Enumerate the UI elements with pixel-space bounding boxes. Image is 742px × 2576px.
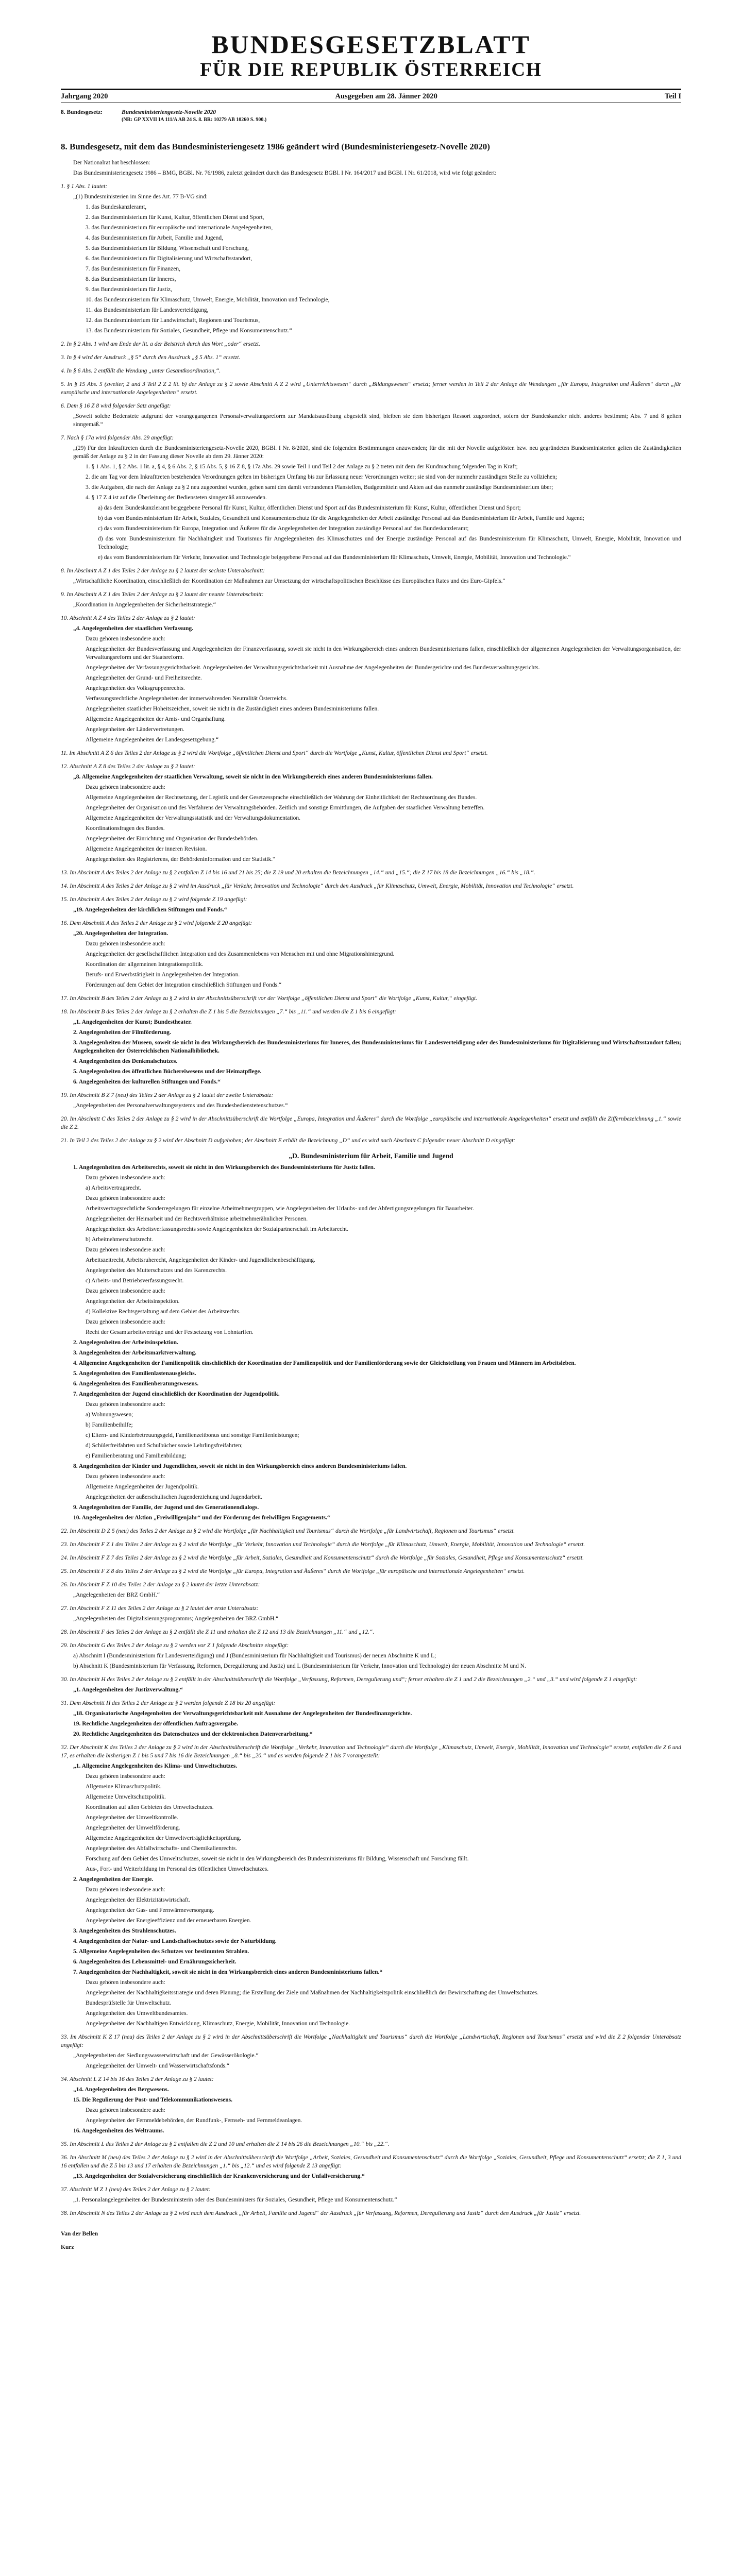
body-paragraph: 1. Angelegenheiten des Arbeitsrechts, soweit sie nicht in den Wirkungsbereich des Bundesministeriums für Justiz fallen. bbox=[73, 1164, 375, 1171]
body-paragraph: e) das vom Bundesministerium für Verkehr, Innovation und Technologie beigegebene Personal auf das Bundesministerium für Klimaschutz, Umwelt, Energie, Mobilität, Innovation und Technologie.“ bbox=[98, 554, 571, 561]
body-paragraph: Dazu gehören insbesondere auch: bbox=[86, 941, 165, 947]
body-paragraph: Koordinationsfragen des Bundes. bbox=[86, 825, 165, 832]
body-paragraph: Allgemeine Angelegenheiten der Rechtsetzung, der Legistik und der Gesetzessprache einschließlich der Wahrung der Einheitlichkeit der Rechtsordnung des Bundes. bbox=[86, 794, 477, 801]
body-paragraph: 6. das Bundesministerium für Digitalisierung und Wirtschaftsstandort, bbox=[86, 256, 252, 262]
body-paragraph: Koordination auf allen Gebieten des Umweltschutzes. bbox=[86, 1804, 214, 1810]
body-paragraph: 3. Angelegenheiten der Museen, soweit sie nicht in den Wirkungsbereich des Bundesministeriums für Inneres, des Bundesministeriums für Landesverteidigung oder des Bundesministeriums für Digitalisierung und Wirtschaftsstandort fallen; Angelegenheiten der Österreichischen Nationalbibliothek. bbox=[73, 1040, 681, 1054]
body-paragraph: c) Arbeits- und Betriebsverfassungsrecht. bbox=[86, 1278, 184, 1284]
body-paragraph: a) Wohnungswesen; bbox=[86, 1412, 133, 1418]
law-headline: 8. Bundesgesetz, mit dem das Bundesministeriengesetz 1986 geändert wird (Bundesministeriengesetz-Novelle 2020) bbox=[61, 142, 490, 151]
body-paragraph: „(1) Bundesministerien im Sinne des Art. 77 B-VG sind: bbox=[73, 194, 208, 200]
body-paragraph: Angelegenheiten der Energieeffizienz und der erneuerbaren Energien. bbox=[86, 1918, 251, 1924]
body-paragraph: „1. Personalangelegenheiten der Bundesministerin oder des Bundesministers für Soziales, Gesundheit, Pflege und Konsumentenschutz.“ bbox=[73, 2197, 397, 2203]
body-paragraph: Allgemeine Umweltschutzpolitik. bbox=[86, 1794, 166, 1800]
body-paragraph: „Angelegenheiten der BRZ GmbH.“ bbox=[73, 1592, 160, 1598]
body-paragraph: Dazu gehören insbesondere auch: bbox=[86, 2107, 165, 2113]
body-paragraph: Verfassungsrechtliche Angelegenheiten der immerwährenden Neutralität Österreichs. bbox=[86, 696, 288, 702]
body-paragraph: „8. Allgemeine Angelegenheiten der staatlichen Verwaltung, soweit sie nicht in den Wirkungsbereich eines anderen Bundesministeriums fallen. bbox=[73, 774, 433, 780]
body-paragraph: Angelegenheiten der Bundesverfassung und Angelegenheiten der Finanzverfassung, soweit sie nicht in den Wirkungsbereich eines anderen Bundesministeriums fallen, einschließlich der allgemeinen Angelegenheiten der Verwaltungsorganisation, der Verwaltungsreform und der Staatsreform. bbox=[86, 646, 681, 660]
body-paragraph: 4. Angelegenheiten des Denkmalschutzes. bbox=[73, 1058, 178, 1064]
amendment-instruction: 11. Im Abschnitt A Z 6 des Teiles 2 der Anlage zu § 2 wird die Wortfolge „öffentlichen Dienst und Sport“ durch die Wortfolge „Kunst, Kultur, öffentlichen Dienst und Sport“ ersetzt. bbox=[61, 750, 488, 756]
body-paragraph: b) das vom Bundesministerium für Arbeit, Soziales, Gesundheit und Konsumentenschutz für die Angelegenheiten der Arbeit zuständige Personal auf das Bundesministerium für Arbeit, Familie und Jugend; bbox=[98, 515, 584, 521]
body-paragraph: Arbeitsvertragsrechtliche Sonderregelungen für einzelne Arbeitnehmergruppen, wie Angelegenheiten der Urlaubs- und der Abfertigungsregelungen für Bauarbeiter. bbox=[86, 1206, 474, 1212]
body-paragraph: a) das dem Bundeskanzleramt beigegebene Personal für Kunst, Kultur, öffentlichen Dienst und Sport auf das Bundesministerium für Kunst, Kultur, öffentlichen Dienst und Sport; bbox=[98, 505, 521, 511]
body-paragraph: Dazu gehören insbesondere auch: bbox=[86, 784, 165, 790]
amendment-instruction: 25. Im Abschnitt F Z 8 des Teiles 2 der Anlage zu § 2 wird die Wortfolge „für Europa, Integration und Äußeres“ durch die Wortfolge „für europäische und internationale Angelegenheiten“ ersetzt. bbox=[61, 1568, 525, 1574]
body-paragraph: 7. Angelegenheiten der Nachhaltigkeit, soweit sie nicht in den Wirkungsbereich eines anderen Bundesministeriums fallen.“ bbox=[73, 1969, 383, 1975]
body-paragraph: Koordination der allgemeinen Integrationspolitik. bbox=[86, 961, 204, 968]
amendment-instruction: 6. Dem § 16 Z 8 wird folgender Satz angefügt: bbox=[61, 403, 171, 409]
body-paragraph: 4. das Bundesministerium für Arbeit, Familie und Jugend, bbox=[86, 235, 224, 241]
body-paragraph: 2. Angelegenheiten der Arbeitsinspektion. bbox=[73, 1340, 178, 1346]
body-paragraph: „20. Angelegenheiten der Integration. bbox=[73, 930, 168, 937]
body-paragraph: 16. Angelegenheiten des Weltraums. bbox=[73, 2128, 164, 2134]
amendment-instruction: 30. Im Abschnitt H des Teiles 2 der Anlage zu § 2 entfällt in der Abschnittsüberschrift die Wortfolge „Verfassung, Reformen, Deregulierung und“; ferner erhalten die Z 1 und 2 die Bezeichnungen „2.“ und „3.“ und wird folgende Z 1 eingefügt: bbox=[61, 1676, 637, 1683]
amendment-instruction: 16. Dem Abschnitt A des Teiles 2 der Anlage zu § 2 wird folgende Z 20 angefügt: bbox=[61, 920, 252, 926]
body-paragraph: 7. das Bundesministerium für Finanzen, bbox=[86, 266, 180, 272]
body-paragraph: Dazu gehören insbesondere auch: bbox=[86, 1247, 165, 1253]
body-paragraph: Angelegenheiten der Gas- und Fernwärmeversorgung. bbox=[86, 1907, 214, 1913]
amendment-instruction: 28. Im Abschnitt F des Teiles 2 der Anlage zu § 2 entfällt die Z 11 und erhalten die Z 12 und 13 die Bezeichnungen „11.“ und „12.“. bbox=[61, 1629, 375, 1635]
body-paragraph: 8. Angelegenheiten der Kinder und Jugendlichen, soweit sie nicht in den Wirkungsbereich eines anderen Bundesministeriums fallen. bbox=[73, 1463, 407, 1469]
body-paragraph: „Angelegenheiten des Personalverwaltungssystems und des Bundesbedienstetenschutzes.“ bbox=[73, 1103, 288, 1109]
body-paragraph: 12. das Bundesministerium für Landwirtschaft, Regionen und Tourismus, bbox=[86, 317, 260, 324]
amendment-instruction: 37. Abschnitt M Z 1 (neu) des Teiles 2 der Anlage zu § 2 lautet: bbox=[61, 2187, 211, 2193]
body-paragraph: e) Familienberatung und Familienbildung; bbox=[86, 1453, 187, 1459]
body-paragraph: 2. die am Tag vor dem Inkrafttreten bestehenden Verordnungen gelten im bisherigen Umfang bis zur Erlassung neuer Verordnungen weiter; sie sind von der nunmehr zuständigen Stelle zu vollziehen; bbox=[86, 474, 558, 480]
body-paragraph: 1. das Bundeskanzleramt, bbox=[86, 204, 147, 210]
body-paragraph: Angelegenheiten der Arbeitsinspektion. bbox=[86, 1298, 180, 1304]
law-body bbox=[61, 159, 681, 2217]
amendment-instruction: 8. Im Abschnitt A Z 1 des Teiles 2 der Anlage zu § 2 lautet der sechste Unterabschnitt: bbox=[61, 568, 265, 574]
body-paragraph: Angelegenheiten staatlicher Hoheitszeichen, soweit sie nicht in die Zuständigkeit eines anderen Bundesministeriums fallen. bbox=[86, 706, 379, 712]
body-paragraph: Dazu gehören insbesondere auch: bbox=[86, 1319, 165, 1325]
body-paragraph: Allgemeine Angelegenheiten der Amts- und Organhaftung. bbox=[86, 716, 226, 722]
amendment-instruction: 4. In § 6 Abs. 2 entfällt die Wendung „unter Gesamtkoordination,“. bbox=[61, 368, 221, 374]
body-paragraph: 4. § 17 Z 4 ist auf die Überleitung der Bediensteten sinngemäß anzuwenden. bbox=[86, 495, 267, 501]
citation-line bbox=[61, 109, 681, 115]
body-paragraph: 2. Angelegenheiten der Filmförderung. bbox=[73, 1029, 171, 1036]
body-paragraph: b) Arbeitnehmerschutzrecht. bbox=[86, 1236, 153, 1243]
body-paragraph: 5. Angelegenheiten des Familienlastenausgleichs. bbox=[73, 1370, 196, 1377]
body-paragraph: 19. Rechtliche Angelegenheiten der öffentlichen Auftragsvergabe. bbox=[73, 1721, 239, 1727]
body-paragraph: Dazu gehören insbesondere auch: bbox=[86, 1887, 165, 1893]
body-paragraph: „14. Angelegenheiten des Bergwesens. bbox=[73, 2087, 169, 2093]
signature-block bbox=[61, 2231, 681, 2250]
body-paragraph: 4. Angelegenheiten der Natur- und Landschaftsschutzes sowie der Naturbildung. bbox=[73, 1938, 277, 1944]
body-paragraph: Angelegenheiten der Grund- und Freiheitsrechte. bbox=[86, 675, 202, 681]
body-paragraph: Angelegenheiten des Volksgruppenrechts. bbox=[86, 685, 185, 691]
amendment-instruction: 3. In § 4 wird der Ausdruck „§ 5“ durch den Ausdruck „§ 5 Abs. 1“ ersetzt. bbox=[61, 354, 241, 361]
body-paragraph: Angelegenheiten des Arbeitsverfassungsrechts sowie Angelegenheiten der Sozialpartnerschaft im Arbeitsrecht. bbox=[86, 1226, 348, 1232]
body-paragraph: 8. das Bundesministerium für Inneres, bbox=[86, 276, 176, 282]
amendment-instruction: 15. Im Abschnitt A des Teiles 2 der Anlage zu § 2 wird folgende Z 19 angefügt: bbox=[61, 896, 247, 903]
body-paragraph: Berufs- und Erwerbstätigkeit in Angelegenheiten der Integration. bbox=[86, 972, 240, 978]
amendment-instruction: 19. Im Abschnitt B Z 7 (neu) des Teiles 2 der Anlage zu § 2 lautet der zweite Unterabsatz: bbox=[61, 1092, 274, 1098]
body-paragraph: Angelegenheiten des Abfallwirtschafts- und Chemikalienrechts. bbox=[86, 1845, 238, 1852]
body-paragraph: 2. Angelegenheiten der Energie. bbox=[73, 1876, 154, 1883]
body-paragraph: „1. Angelegenheiten der Kunst; Bundestheater. bbox=[73, 1019, 192, 1025]
body-paragraph: 3. Angelegenheiten der Arbeitsmarktverwaltung. bbox=[73, 1350, 197, 1356]
body-paragraph: Angelegenheiten der Umweltkontrolle. bbox=[86, 1815, 178, 1821]
body-paragraph: 5. Angelegenheiten des öffentlichen Büchereiwesens und der Heimatpflege. bbox=[73, 1069, 262, 1075]
body-paragraph: „Soweit solche Bedenstete aufgrund der vorangegangenen Personalverwaltungsreform zur Mandatsausübung abgestellt sind, bleiben sie dem bisherigen Ressort zugeordnet, sofern der Bundeskanzler nicht anderes bestimmt; Abs. 7 und 8 gelten sinngemäß.“ bbox=[73, 413, 681, 428]
body-paragraph: Allgemeine Angelegenheiten der Umweltverträglichkeitsprüfung. bbox=[86, 1835, 242, 1841]
body-paragraph: 9. das Bundesministerium für Justiz, bbox=[86, 286, 173, 293]
body-paragraph: Angelegenheiten der Organisation und des Verfahrens der Verwaltungsbehörden. Zeitlich und sonstige Ermittlungen, die Aufgaben der staatlichen Verwaltung betreffen. bbox=[86, 805, 485, 811]
body-paragraph: 7. Angelegenheiten der Jugend einschließlich der Koordination der Jugendpolitik. bbox=[73, 1391, 280, 1397]
issue-bar bbox=[61, 89, 681, 103]
signature-chancellor: Kurz bbox=[61, 2244, 74, 2250]
issue-date: Ausgegeben am 28. Jänner 2020 bbox=[335, 92, 437, 100]
gazette-subtitle: FÜR DIE REPUBLIK ÖSTERREICH bbox=[200, 59, 542, 80]
body-paragraph: „19. Angelegenheiten der kirchlichen Stiftungen und Fonds.“ bbox=[73, 907, 227, 913]
body-paragraph: Angelegenheiten der Einrichtung und Organisation der Bundesbehörden. bbox=[86, 836, 259, 842]
body-paragraph: „Wirtschaftliche Koordination, einschließlich der Koordination der Maßnahmen zur Umsetzung der wirtschaftspolitischen Beschlüsse des Europäischen Rates und des Euro-Gipfels.“ bbox=[73, 578, 505, 584]
body-paragraph: Angelegenheiten des Umweltbundesamtes. bbox=[86, 2010, 188, 2016]
body-paragraph: Angelegenheiten der außerschulischen Jugenderziehung und Jugendarbeit. bbox=[86, 1494, 262, 1500]
amendment-instruction: 12. Abschnitt A Z 8 des Teiles 2 der Anlage zu § 2 lautet: bbox=[61, 764, 195, 770]
body-paragraph: Recht der Gesamtarbeitsverträge und der Festsetzung von Lohntarifen. bbox=[86, 1329, 254, 1335]
body-paragraph: Angelegenheiten der Elektrizitätswirtschaft. bbox=[86, 1897, 190, 1903]
amendment-instruction: 38. Im Abschnitt N des Teiles 2 der Anlage zu § 2 wird nach dem Ausdruck „für Arbeit, Familie und Jugend“ der Ausdruck „für Verfassung, Reformen, Deregulierung und Justiz“ durch den Ausdruck „für Justiz“ ersetzt. bbox=[61, 2210, 581, 2216]
amendment-instruction: 5. In § 15 Abs. 5 (zweiter, 2 und 3 Teil 2 Z 2 lit. b) der Anlage zu § 2 sowie Abschnitt A Z 2 wird „Unterrichtswesen“ durch „Bildungswesen“ ersetzt; ferner werden in Teil 2 der Anlage die Wendungen „für Europa, Integration und Äußeres“ durch „für europäische und internationale Angelegenheiten“ ersetzt. bbox=[61, 381, 681, 396]
body-paragraph: Das Bundesministeriengesetz 1986 – BMG, BGBl. Nr. 76/1986, zuletzt geändert durch das Bundesgesetz BGBl. I Nr. 164/2017 und BGBl. I Nr. 61/2018, wird wie folgt geändert: bbox=[73, 170, 497, 176]
signature-president: Van der Bellen bbox=[61, 2231, 98, 2237]
body-paragraph: Arbeitszeitrecht, Arbeitsruherecht, Angelegenheiten der Kinder- und Jugendlichenbeschäftigung. bbox=[86, 1257, 315, 1263]
body-paragraph: „1. Angelegenheiten der Justizverwaltung.“ bbox=[73, 1687, 183, 1693]
amendment-instruction: 9. Im Abschnitt A Z 1 des Teiles 2 der Anlage zu § 2 lautet der neunte Unterabschnitt: bbox=[61, 591, 264, 598]
amendment-instruction: 2. In § 2 Abs. 1 wird am Ende der lit. a der Beistrich durch das Wort „oder“ ersetzt. bbox=[61, 341, 260, 347]
body-paragraph: „13. Angelegenheiten der Sozialversicherung einschließlich der Krankenversicherung und der Unfallversicherung.“ bbox=[73, 2173, 365, 2179]
body-paragraph: d) das vom Bundesministerium für Nachhaltigkeit und Tourismus für Angelegenheiten des Klimaschutzes und der Energie zuständige Personal auf das Bundesministerium für Klimaschutz, Umwelt, Energie, Mobilität, Innovation und Technologie; bbox=[98, 536, 681, 550]
amendment-instruction: 22. Im Abschnitt D Z 5 (neu) des Teiles 2 der Anlage zu § 2 wird die Wortfolge „für Nachhaltigkeit und Tourismus“ durch die Wortfolge „für Landwirtschaft, Regionen und Tourismus“ ersetzt. bbox=[61, 1528, 515, 1534]
amendment-instruction: 29. Im Abschnitt G des Teiles 2 der Anlage zu § 2 werden vor Z 1 folgende Abschnitte eingefügt: bbox=[61, 1642, 289, 1649]
body-paragraph: 6. Angelegenheiten des Familienberatungswesens. bbox=[73, 1381, 199, 1387]
body-paragraph: Angelegenheiten des Registrierens, der Behördeninformation und der Statistik.“ bbox=[86, 856, 276, 862]
body-paragraph: 6. Angelegenheiten der kulturellen Stiftungen und Fonds.“ bbox=[73, 1079, 221, 1085]
body-paragraph: 2. das Bundesministerium für Kunst, Kultur, öffentlichen Dienst und Sport, bbox=[86, 214, 264, 221]
body-paragraph: Dazu gehören insbesondere auch: bbox=[86, 636, 165, 642]
body-paragraph: 20. Rechtliche Angelegenheiten des Datenschutzes und der elektronischen Datenverarbeitung.“ bbox=[73, 1731, 313, 1737]
amendment-instruction: 33. Im Abschnitt K Z 17 (neu) des Teiles 2 der Anlage zu § 2 wird in der Abschnittsüberschrift die Wortfolge „Nachhaltigkeit und Tourismus“ durch die Wortfolge „Landwirtschaft, Regionen und Tourismus“ ersetzt und wird die Z 2 folgender Unterabsatz angefügt: bbox=[61, 2034, 681, 2048]
amendment-instruction: 24. Im Abschnitt F Z 7 des Teiles 2 der Anlage zu § 2 wird die Wortfolge „für Arbeit, Soziales, Gesundheit und Konsumentenschutz“ durch die Wortfolge „für Soziales, Gesundheit, Pflege und Konsumentenschutz“ ersetzt. bbox=[61, 1555, 584, 1561]
body-paragraph: 15. Die Regulierung der Post- und Telekommunikationswesens. bbox=[73, 2097, 233, 2103]
body-paragraph: Angelegenheiten der Umwelt- und Wasserwirtschaftsfonds.“ bbox=[86, 2063, 229, 2069]
citation-note: (NR: GP XXVII IA 111/A AB 24 S. 8. BR: 10279 AB 10260 S. 900.) bbox=[122, 117, 267, 123]
amendment-instruction: 23. Im Abschnitt F Z 1 des Teiles 2 der Anlage zu § 2 wird die Wortfolge „für Verkehr, Innovation und Technologie“ durch die Wortfolge „für Klimaschutz, Umwelt, Energie, Mobilität, Innovation und Technologie“ ersetzt. bbox=[61, 1541, 585, 1548]
body-paragraph: c) Eltern- und Kinderbetreuungsgeld, Familienzeitbonus und sonstige Familienleistungen; bbox=[86, 1432, 299, 1438]
amendment-instruction: 13. Im Abschnitt A des Teiles 2 der Anlage zu § 2 entfallen Z 14 bis 16 und 21 bis 25; die Z 19 und 20 erhalten die Bezeichnungen „14.“ und „15.“; die Z 17 bis 18 die Bezeichnungen „16.“ bis „18.“. bbox=[61, 870, 535, 876]
body-paragraph: d) Kollektive Rechtsgestaltung auf dem Gebiet des Arbeitsrechts. bbox=[86, 1309, 241, 1315]
amendment-instruction: 35. Im Abschnitt L des Teiles 2 der Anlage zu § 2 entfallen die Z 2 und 10 und erhalten die Z 14 bis 26 die Bezeichnungen „10.“ bis „22.“. bbox=[61, 2141, 390, 2147]
body-paragraph: 3. Angelegenheiten des Strahlenschutzes. bbox=[73, 1928, 176, 1934]
body-paragraph: Dazu gehören insbesondere auch: bbox=[86, 1401, 165, 1408]
amendment-instruction: 10. Abschnitt A Z 4 des Teiles 2 der Anlage zu § 2 lautet: bbox=[61, 615, 195, 621]
body-paragraph: Allgemeine Angelegenheiten der Jugendpolitik. bbox=[86, 1484, 199, 1490]
body-paragraph: Dazu gehören insbesondere auch: bbox=[86, 1473, 165, 1480]
body-paragraph: b) Abschnitt K (Bundesministerium für Verfassung, Reformen, Deregulierung und Justiz) und L (Bundesministerium für Verkehr, Innovation und Technologie) der neuen Abschnitte M und N. bbox=[73, 1663, 526, 1669]
amendment-instruction: 17. Im Abschnitt B des Teiles 2 der Anlage zu § 2 wird in der Abschnittsüberschrift vor der Wortfolge „öffentlichen Dienst und Sport“ die Wortfolge „Kunst, Kultur,“ eingefügt. bbox=[61, 995, 478, 1002]
body-paragraph: c) das vom Bundesministerium für Europa, Integration und Äußeres für die Angelegenheiten der Integration zuständige Personal auf das Bundeskanzleramt; bbox=[98, 526, 469, 532]
amendment-instruction: 36. Im Abschnitt M (neu) des Teiles 2 der Anlage zu § 2 wird in der Abschnittsüberschrift die Wortfolge „Arbeit, Soziales, Gesundheit und Konsumentenschutz“ durch die Wortfolge „Soziales, Gesundheit, Pflege und Konsumentenschutz“ ersetzt; die Z 1, 3 und 16 entfallen und die Z 5 bis 13 und 17 erhalten die Bezeichnungen „1.“ bis „12.“ und es wird folgende Z 13 angefügt: bbox=[61, 2155, 681, 2169]
body-paragraph: Angelegenheiten der Fernmeldebehörden, der Rundfunk-, Fernseh- und Fernmeldeanlagen. bbox=[86, 2117, 302, 2124]
body-paragraph: Dazu gehören insbesondere auch: bbox=[86, 1175, 165, 1181]
amendment-instruction: 31. Dem Abschnitt H des Teiles 2 der Anlage zu § 2 werden folgende Z 18 bis 20 angefügt: bbox=[61, 1700, 276, 1706]
body-paragraph: „(29) Für den Inkrafttreten durch die Bundesministeriengesetz-Novelle 2020, BGBl. I Nr. 8/2020, sind die folgenden Bestimmungen anzuwenden; für die mit der Novelle aufgelösten bzw. neu gegründeten Bundesministerien gelten die Zuständigkeiten gemäß der Anlage zu § 2 in der Fassung dieser Novelle ab dem 29. Jänner 2020: bbox=[73, 445, 681, 460]
body-paragraph: Aus-, Fort- und Weiterbildung im Personal des öffentlichen Umweltschutzes. bbox=[86, 1866, 269, 1872]
amendment-instruction: 34. Abschnitt L Z 14 bis 16 des Teiles 2 der Anlage zu § 2 lautet: bbox=[61, 2076, 214, 2082]
amendment-instruction: 14. Im Abschnitt A des Teiles 2 der Anlage zu § 2 wird im Ausdruck „für Verkehr, Innovation und Technologie“ durch den Ausdruck „für Klimaschutz, Umwelt, Energie, Mobilität, Innovation und Technologie“ ersetzt. bbox=[61, 883, 574, 889]
body-paragraph: Angelegenheiten der Umweltförderung. bbox=[86, 1825, 180, 1831]
citation-title: Bundesministeriengesetz-Novelle 2020 bbox=[122, 109, 216, 115]
gazette-title: BUNDESGESETZBLATT bbox=[211, 30, 531, 59]
amendment-instruction: 1. § 1 Abs. 1 lautet: bbox=[61, 183, 108, 190]
body-paragraph: Dazu gehören insbesondere auch: bbox=[86, 1979, 165, 1986]
body-paragraph: 3. die Aufgaben, die nach der Anlage zu § 2 neu zugeordnet wurden, gehen samt den damit verbundenen Planstellen, Budgetmitteln und Akten auf das nunmehr zuständige Bundesministerium über; bbox=[86, 484, 553, 490]
body-paragraph: Allgemeine Angelegenheiten der Verwaltungsstatistik und der Verwaltungsdokumentation. bbox=[86, 815, 300, 821]
body-paragraph: 13. das Bundesministerium für Soziales, Gesundheit, Pflege und Konsumentenschutz.“ bbox=[86, 328, 292, 334]
amendment-instruction: 32. Der Abschnitt K des Teiles 2 der Anlage zu § 2 wird in der Abschnittsüberschrift die Wortfolge „Verkehr, Innovation und Technologie“ durch die Wortfolge „Klimaschutz, Umwelt, Energie, Mobilität, Innovation und Technologie“ ersetzt, entfallen die Z 6 und 17, es erhalten die bisherigen Z 1 bis 5 und 7 bis 16 die Bezeichnungen „8.“ bis „20.“ und es werden folgende Z 1 bis 7 vorangestellt: bbox=[61, 1744, 681, 1759]
body-paragraph: Forschung auf dem Gebiet des Umweltschutzes, soweit sie nicht in den Wirkungsbereich des Bundesministeriums für Bildung, Wissenschaft und Forschung fällt. bbox=[86, 1856, 469, 1862]
body-paragraph: d) Schülerfreifahrten und Schulbücher sowie Lehrlingsfreifahrten; bbox=[86, 1443, 243, 1449]
amendment-instruction: 20. Im Abschnitt C des Teiles 2 der Anlage zu § 2 wird in der Abschnittsüberschrift die Wortfolge „Europa, Integration und Äußeres“ durch die Wortfolge „europäische und internationale Angelegenheiten“ ersetzt und entfällt die Ziffernbezeichnung „1.“ sowie die Z 2. bbox=[61, 1116, 681, 1130]
body-paragraph: Dazu gehören insbesondere auch: bbox=[86, 1773, 165, 1780]
body-paragraph: „1. Allgemeine Angelegenheiten des Klima- und Umweltschutzes. bbox=[73, 1763, 238, 1769]
amendment-instruction: 21. In Teil 2 des Teiles 2 der Anlage zu § 2 wird der Abschnitt D aufgehoben; der Abschnitt E erhält die Bezeichnung „D“ und es wird nach Abschnitt C folgender neuer Abschnitt D eingefügt: bbox=[61, 1138, 516, 1144]
citation-number: 8. Bundesgesetz: bbox=[61, 109, 103, 115]
body-paragraph: b) Familienbeihilfe; bbox=[86, 1422, 133, 1428]
body-paragraph: a) Abschnitt I (Bundesministerium für Landesverteidigung) und J (Bundesministerium für Nachhaltigkeit und Tourismus) der neuen Abschnitte K und L; bbox=[73, 1653, 436, 1659]
body-paragraph: 11. das Bundesministerium für Landesverteidigung, bbox=[86, 307, 209, 313]
body-paragraph: „Koordination in Angelegenheiten der Sicherheitsstrategie.“ bbox=[73, 602, 216, 608]
body-paragraph: Allgemeine Angelegenheiten der inneren Revision. bbox=[86, 846, 207, 852]
body-paragraph: Angelegenheiten des Mutterschutzes und des Karenzrechts. bbox=[86, 1267, 227, 1274]
body-paragraph: 4. Allgemeine Angelegenheiten der Familienpolitik einschließlich der Koordination der Familienpolitik und der Familienförderung sowie der Gleichstellung von Frauen und Männern im Arbeitsleben. bbox=[73, 1360, 576, 1366]
body-paragraph: Förderungen auf dem Gebiet der Integration einschließlich Stiftungen und Fonds.“ bbox=[86, 982, 282, 988]
body-paragraph: Der Nationalrat hat beschlossen: bbox=[73, 160, 150, 166]
amendment-instruction: 26. Im Abschnitt F Z 10 des Teiles 2 der Anlage zu § 2 lautet der letzte Unterabsatz: bbox=[61, 1582, 260, 1588]
body-paragraph: Allgemeine Angelegenheiten der Landesgesetzgebung.“ bbox=[86, 737, 219, 743]
issue-part: Teil I bbox=[664, 92, 681, 100]
body-paragraph: Dazu gehören insbesondere auch: bbox=[86, 1288, 165, 1294]
body-paragraph: Angelegenheiten der Nachhaltigen Entwicklung, Klimaschutz, Energie, Mobilität, Innovation und Technologie. bbox=[86, 2021, 350, 2027]
body-paragraph: „4. Angelegenheiten der staatlichen Verfassung. bbox=[73, 625, 193, 632]
body-paragraph: a) Arbeitsvertragsrecht. bbox=[86, 1185, 141, 1191]
body-paragraph: 5. Allgemeine Angelegenheiten des Schutzes vor bestimmten Strahlen. bbox=[73, 1948, 249, 1955]
body-paragraph: Bundesprüfstelle für Umweltschutz. bbox=[86, 2000, 172, 2006]
body-paragraph: Allgemeine Klimaschutzpolitik. bbox=[86, 1784, 162, 1790]
amendment-instruction: 27. Im Abschnitt F Z 11 des Teiles 2 der Anlage zu § 2 lautet der erste Unterabsatz: bbox=[61, 1605, 259, 1612]
issue-year: Jahrgang 2020 bbox=[61, 92, 108, 100]
body-paragraph: „Angelegenheiten des Digitalisierungsprogramms; Angelegenheiten der BRZ GmbH.“ bbox=[73, 1616, 279, 1622]
body-paragraph: Dazu gehören insbesondere auch: bbox=[86, 1195, 165, 1201]
body-paragraph: Angelegenheiten der Ländervertretungen. bbox=[86, 726, 184, 733]
body-paragraph: Angelegenheiten der Heimarbeit und der Rechtsverhältnisse arbeitnehmerähnlicher Personen. bbox=[86, 1216, 308, 1222]
amendment-instruction: 7. Nach § 17a wird folgender Abs. 29 angefügt: bbox=[61, 435, 174, 441]
body-paragraph: 5. das Bundesministerium für Bildung, Wissenschaft und Forschung, bbox=[86, 245, 249, 251]
body-paragraph: Angelegenheiten der gesellschaftlichen Integration und des Zusammenlebens von Menschen mit und ohne Migrationshintergrund. bbox=[86, 951, 395, 957]
body-paragraph: 6. Angelegenheiten des Lebensmittel- und Ernährungssicherheit. bbox=[73, 1959, 237, 1965]
amendment-instruction: 18. Im Abschnitt B des Teiles 2 der Anlage zu § 2 erhalten die Z 1 bis 5 die Bezeichnungen „7.“ bis „11.“ und werden die Z 1 bis 6 eingefügt: bbox=[61, 1009, 396, 1015]
body-paragraph: 3. das Bundesministerium für europäische und internationale Angelegenheiten, bbox=[86, 225, 273, 231]
body-paragraph: 1. § 1 Abs. 1, § 2 Abs. 1 lit. a, § 4, § 6 Abs. 2, § 15 Abs. 5, § 16 Z 8, § 17a Abs. 29 sowie Teil 1 und Teil 2 der Anlage zu § 2 treten mit dem der Kundmachung folgenden Tag in Kraft; bbox=[86, 464, 518, 470]
body-paragraph: 10. das Bundesministerium für Klimaschutz, Umwelt, Energie, Mobilität, Innovation und Technologie, bbox=[86, 297, 330, 303]
body-paragraph: Angelegenheiten der Verfassungsgerichtsbarkeit. Angelegenheiten der Verwaltungsgerichtsbarkeit mit Ausnahme der Angelegenheiten der Bundesgerichte und des Bundesverwaltungsgerichts. bbox=[86, 665, 540, 671]
body-paragraph: 10. Angelegenheiten der Aktion „Freiwilligenjahr“ und der Förderung des freiwilligen Engagements.“ bbox=[73, 1515, 330, 1521]
body-paragraph: Angelegenheiten der Nachhaltigkeitsstrategie und deren Planung; die Erstellung der Ziele und Maßnahmen der Nachhaltigkeitspolitik einschließlich der Bewirtschaftung des Umweltschutzes. bbox=[86, 1990, 539, 1996]
body-paragraph: 9. Angelegenheiten der Familie, der Jugend und des Generationendialogs. bbox=[73, 1504, 259, 1511]
body-paragraph: „Angelegenheiten der Siedlungswasserwirtschaft und der Gewässerökologie.“ bbox=[73, 2053, 259, 2059]
body-paragraph: „18. Organisatorische Angelegenheiten der Verwaltungsgerichtsbarkeit mit Ausnahme der Angelegenheiten der Bundesfinanzgerichte. bbox=[73, 1710, 412, 1717]
section-heading: „D. Bundesministerium für Arbeit, Familie und Jugend bbox=[289, 1152, 453, 1160]
